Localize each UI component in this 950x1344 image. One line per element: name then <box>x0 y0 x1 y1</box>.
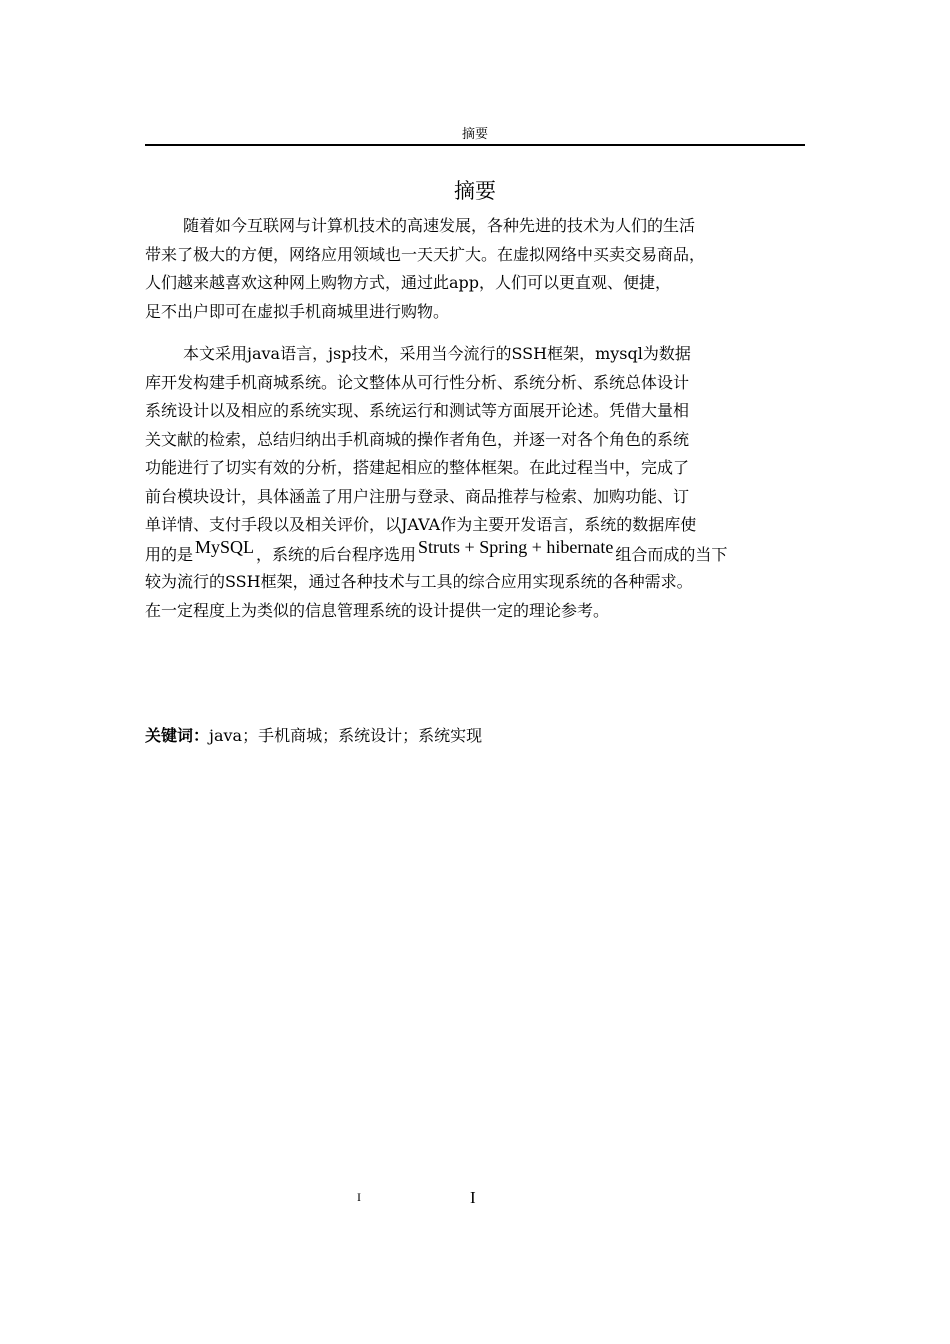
paragraph-line: 单详情、支付手段以及相关评价，以JAVA作为主要开发语言，系统的数据库使 <box>145 515 697 534</box>
abstract-paragraph-1 <box>145 212 805 326</box>
inline-formula-frameworks: Struts + Spring + hibernate <box>418 536 614 557</box>
inline-formula-mysql: MySQL <box>195 536 255 557</box>
page-title: 摘要 <box>454 179 496 203</box>
paragraph-line: 前台模块设计，具体涵盖了用户注册与登录、商品推荐与检索、加购功能、订 <box>145 486 690 506</box>
paragraph-line: 库开发构建手机商城系统。论文整体从可行性分析、系统分析、系统总体设计 <box>145 372 690 392</box>
paragraph-line: 关文献的检索，总结归纳出手机商城的操作者角色，并逐一对各个角色的系统 <box>145 429 690 449</box>
paragraph-line: 带来了极大的方便，网络应用领域也一天天扩大。在虚拟网络中买卖交易商品， <box>145 244 706 264</box>
page-number: I <box>470 1188 476 1207</box>
paragraph-line: 足不出户即可在虚拟手机商城里进行购物。 <box>145 301 450 321</box>
text-segment: 用的是 <box>145 544 194 564</box>
paragraph-line: 在一定程度上为类似的信息管理系统的设计提供一定的理论参考。 <box>145 600 610 620</box>
page-number-small: I <box>357 1190 361 1204</box>
paragraph-line: 较为流行的SSH框架，通过各种技术与工具的综合应用实现系统的各种需求。 <box>145 572 693 591</box>
paragraph-line: 系统设计以及相应的系统实现、系统运行和测试等方面展开论述。凭借大量相 <box>145 401 690 420</box>
keywords <box>145 722 482 750</box>
paragraph-line: 人们越来越喜欢这种网上购物方式，通过此app，人们可以更直观、便捷， <box>145 273 672 292</box>
header-rule <box>145 144 805 146</box>
abstract-paragraph-2 <box>145 340 805 625</box>
paragraph-line: 本文采用java语言，jsp技术，采用当今流行的SSH框架，mysql为数据 <box>183 344 691 363</box>
running-header: 摘要 <box>461 127 488 142</box>
paragraph-line: 随着如今互联网与计算机技术的高速发展，各种先进的技术为人们的生活 <box>183 216 696 235</box>
paragraph-line-with-formulas <box>145 536 805 569</box>
keywords-label: 关键词： <box>145 726 210 745</box>
keywords-value: java；手机商城；系统设计；系统实现 <box>209 726 483 745</box>
paragraph-line: 功能进行了切实有效的分析，搭建起相应的整体框架。在此过程当中，完成了 <box>145 458 690 477</box>
text-segment: ，系统的后台程序选用 <box>256 544 417 564</box>
text-segment: 组合而成的当下 <box>615 544 728 564</box>
